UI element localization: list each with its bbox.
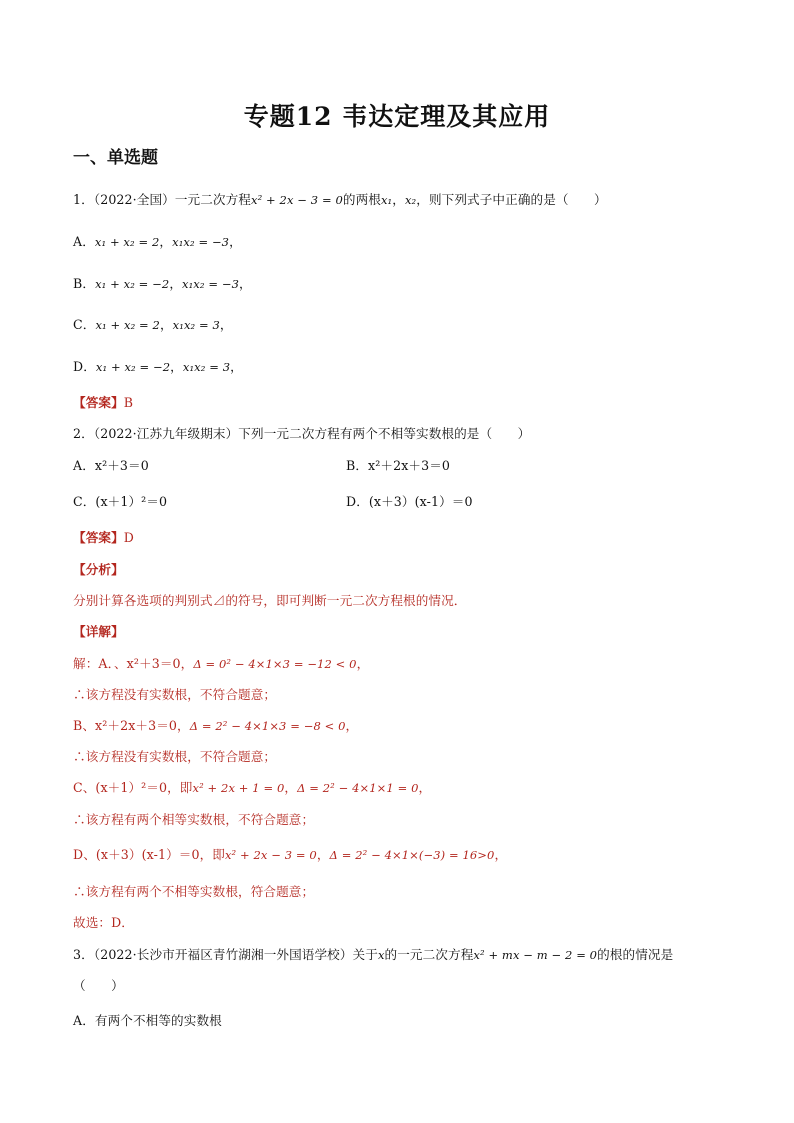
q2-detail-line-3: B、x²＋2x＋3＝0，Δ = 2² − 4×1×3 = −8 < 0，	[73, 718, 359, 733]
q2-detail-line-1: 解：A．、x²＋3＝0，Δ = 0² − 4×1×3 = −12 < 0，	[73, 656, 370, 671]
question-2-stem: 2．（2022·江苏九年级期末）下列一元二次方程有两个不相等实数根的是（ ）	[73, 426, 531, 441]
equation: x² + mx − m − 2 = 0	[473, 948, 598, 962]
q2-detail-line-4: ∴该方程没有实数根，不符合题意；	[73, 749, 277, 764]
q3-option-a: A．有两个不相等的实数根	[73, 1013, 222, 1028]
page-title: 专题12 韦达定理及其应用	[243, 102, 551, 131]
root-x1: x₁	[380, 193, 393, 207]
question-3-paren: （ ）	[73, 978, 124, 993]
q1-answer: 【答案】B	[73, 395, 134, 410]
root-x2: x₂	[404, 193, 417, 207]
q1-option-b: B．x₁ + x₂ = −2，x₁x₂ = −3，	[73, 276, 252, 291]
question-3-stem: 3．（2022·长沙市开福区青竹湖湘一外国语学校）关于x的一元二次方程x² + mx − m − 2 = 0的根的情况是	[73, 947, 674, 962]
q2-option-a: A．x²＋3＝0	[73, 458, 149, 473]
q2-analysis: 分别计算各选项的判别式⊿的符号，即可判断一元二次方程根的情况．	[73, 593, 467, 608]
q2-detail-line-8: ∴该方程有两个不相等实数根，符合题意；	[73, 884, 315, 899]
q2-detail-line-5: C、(x＋1）²＝0，即x² + 2x + 1 = 0，Δ = 2² − 4×1×1 = 0，	[73, 780, 432, 795]
q2-detail-line-7: D、(x＋3）(x-1）＝0，即x² + 2x − 3 = 0，Δ = 2² − 4×1×(−3) = 16>0，	[73, 847, 508, 862]
q2-detail-tag: 【详解】	[73, 624, 124, 639]
q1-option-a: A．x₁ + x₂ = 2，x₁x₂ = −3，	[73, 234, 242, 249]
q1-option-c: C．x₁ + x₂ = 2，x₁x₂ = 3，	[73, 317, 233, 332]
q2-detail-line-2: ∴该方程没有实数根，不符合题意；	[73, 687, 277, 702]
section-heading: 一、单选题	[73, 148, 158, 168]
q2-option-b: B．x²＋2x＋3＝0	[346, 458, 451, 473]
q2-option-d: D．(x＋3）(x-1）＝0	[346, 494, 473, 509]
q2-answer: 【答案】D	[73, 530, 134, 545]
q1-option-d: D．x₁ + x₂ = −2，x₁x₂ = 3，	[73, 359, 243, 374]
q2-options-row-1	[73, 457, 149, 475]
q2-analysis-tag: 【分析】	[73, 562, 124, 577]
q2-detail-line-6: ∴该方程有两个相等实数根，不符合题意；	[73, 812, 315, 827]
q2-option-c: C．(x＋1）²＝0	[73, 494, 168, 509]
equation: x² + 2x − 3 = 0	[251, 193, 343, 207]
q2-detail-line-9: 故选：D．	[73, 915, 134, 930]
question-1-stem: 1．（2022·全国）一元二次方程x² + 2x − 3 = 0的两根x₁，x₂，则下列式子中正确的是（ ）	[73, 192, 607, 207]
